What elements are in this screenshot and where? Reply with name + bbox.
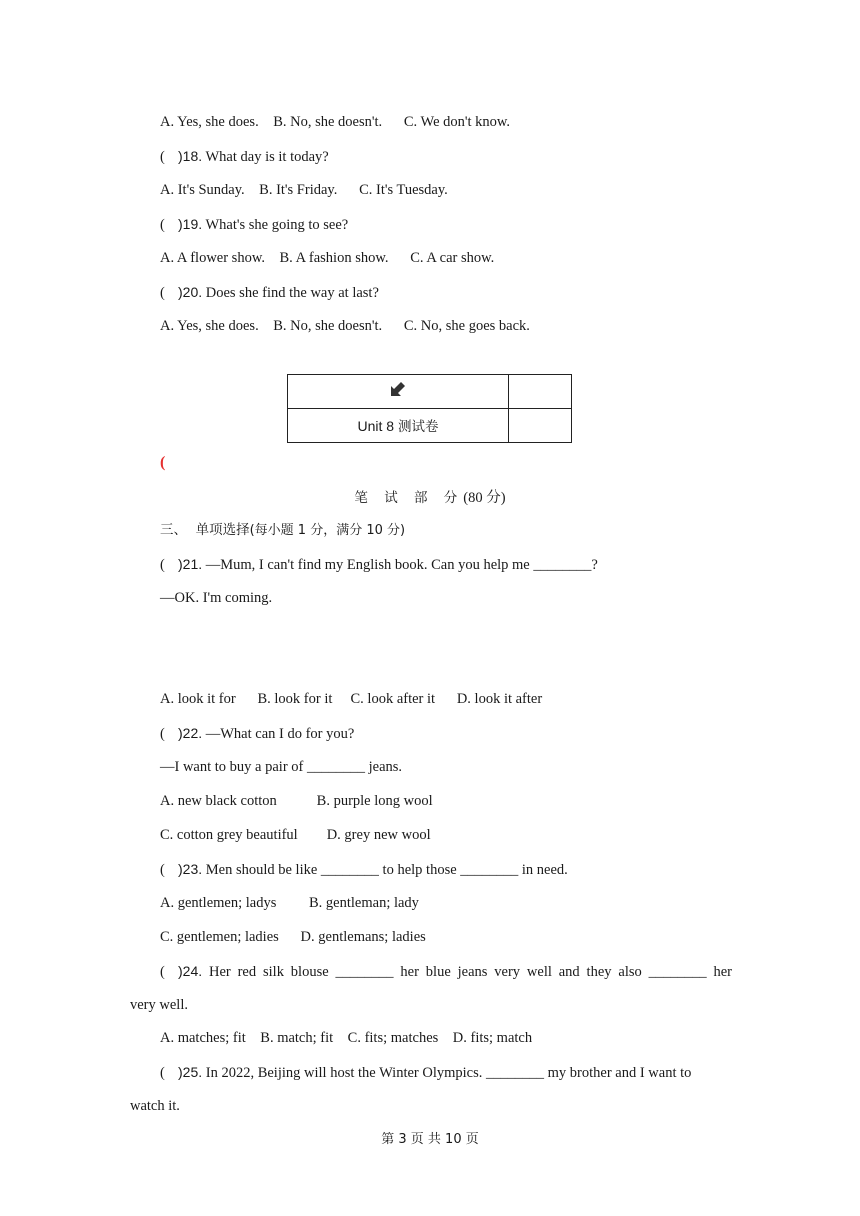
unit-header-table	[287, 374, 572, 443]
red-parenthesis: (	[160, 454, 166, 471]
q23-number: )23.	[178, 861, 203, 877]
icon-cell	[288, 375, 509, 409]
q22: ( )22. —What can I do for you?	[160, 725, 355, 742]
part3-heading: 三、 单项选择(每小题 1 分，满分 10 分)	[160, 522, 406, 538]
q21-text: —Mum, I can't find my English book. Can you help me ________?	[205, 557, 598, 573]
empty-cell-top	[509, 375, 572, 409]
q24-text-cont: very well.	[130, 997, 188, 1013]
unit-title: Unit 8 测试卷	[288, 409, 509, 443]
q23-options-ab: A. gentlemen; ladys B. gentleman; lady	[160, 895, 419, 911]
q20: ( )20. Does she find the way at last?	[160, 284, 379, 301]
q25-number: )25.	[178, 1064, 203, 1080]
q22-answer: —I want to buy a pair of ________ jeans.	[160, 759, 403, 775]
section-title: 笔 试 部 分(80 分)	[354, 490, 506, 506]
q19-options: A. A flower show. B. A fashion show. C. A car show.	[160, 250, 495, 266]
empty-cell-bottom	[509, 409, 572, 443]
q23-options-cd: C. gentlemen; ladies D. gentlemans; ladies	[160, 929, 426, 945]
q20-text: Does she find the way at last?	[205, 285, 379, 301]
q19-number: )19.	[178, 216, 203, 232]
q23-text: Men should be like ________ to help those ________ in need.	[205, 862, 568, 878]
q22-text: —What can I do for you?	[205, 726, 355, 742]
q25: ( )25. In 2022, Beijing will host the Winter Olympics. ________ my brother and I want to	[160, 1064, 692, 1081]
q21: ( )21. —Mum, I can't find my English book. Can you help me ________?	[160, 556, 598, 573]
q18: ( )18. What day is it today?	[160, 148, 329, 165]
page-footer: 第 3 页 共 10 页	[381, 1132, 479, 1147]
q24-number: )24.	[178, 963, 203, 979]
q21-number: )21.	[178, 556, 203, 572]
arrow-icon	[390, 385, 406, 401]
q23: ( )23. Men should be like ________ to help those ________ in need.	[160, 861, 568, 878]
q22-options-cd: C. cotton grey beautiful D. grey new wool	[160, 827, 431, 843]
q24-text: Her red silk blouse ________ her blue jeans very well and they also ________ her	[209, 964, 732, 980]
q21-options: A. look it for B. look for it C. look after it D. look it after	[160, 691, 543, 707]
q18-options: A. It's Sunday. B. It's Friday. C. It's Tuesday.	[160, 182, 448, 198]
q17-options: A. Yes, she does. B. No, she doesn't. C. We don't know.	[160, 114, 511, 130]
q25-text: In 2022, Beijing will host the Winter Olympics. ________ my brother and I want to	[205, 1065, 692, 1081]
q22-number: )22.	[178, 725, 203, 741]
q24: ( )24. Her red silk blouse ________ her blue jeans very well and they also ________ her	[160, 963, 732, 980]
q24-options: A. matches; fit B. match; fit C. fits; matches D. fits; match	[160, 1030, 533, 1046]
q18-text: What day is it today?	[205, 149, 329, 165]
q19: ( )19. What's she going to see?	[160, 216, 349, 233]
q18-number: )18.	[178, 148, 203, 164]
q20-number: )20.	[178, 284, 203, 300]
q19-text: What's she going to see?	[205, 217, 349, 233]
q21-answer: —OK. I'm coming.	[160, 590, 273, 606]
q20-options: A. Yes, she does. B. No, she doesn't. C. No, she goes back.	[160, 318, 530, 334]
q25-text-cont: watch it.	[130, 1098, 180, 1114]
q22-options-ab: A. new black cotton B. purple long wool	[160, 793, 433, 809]
